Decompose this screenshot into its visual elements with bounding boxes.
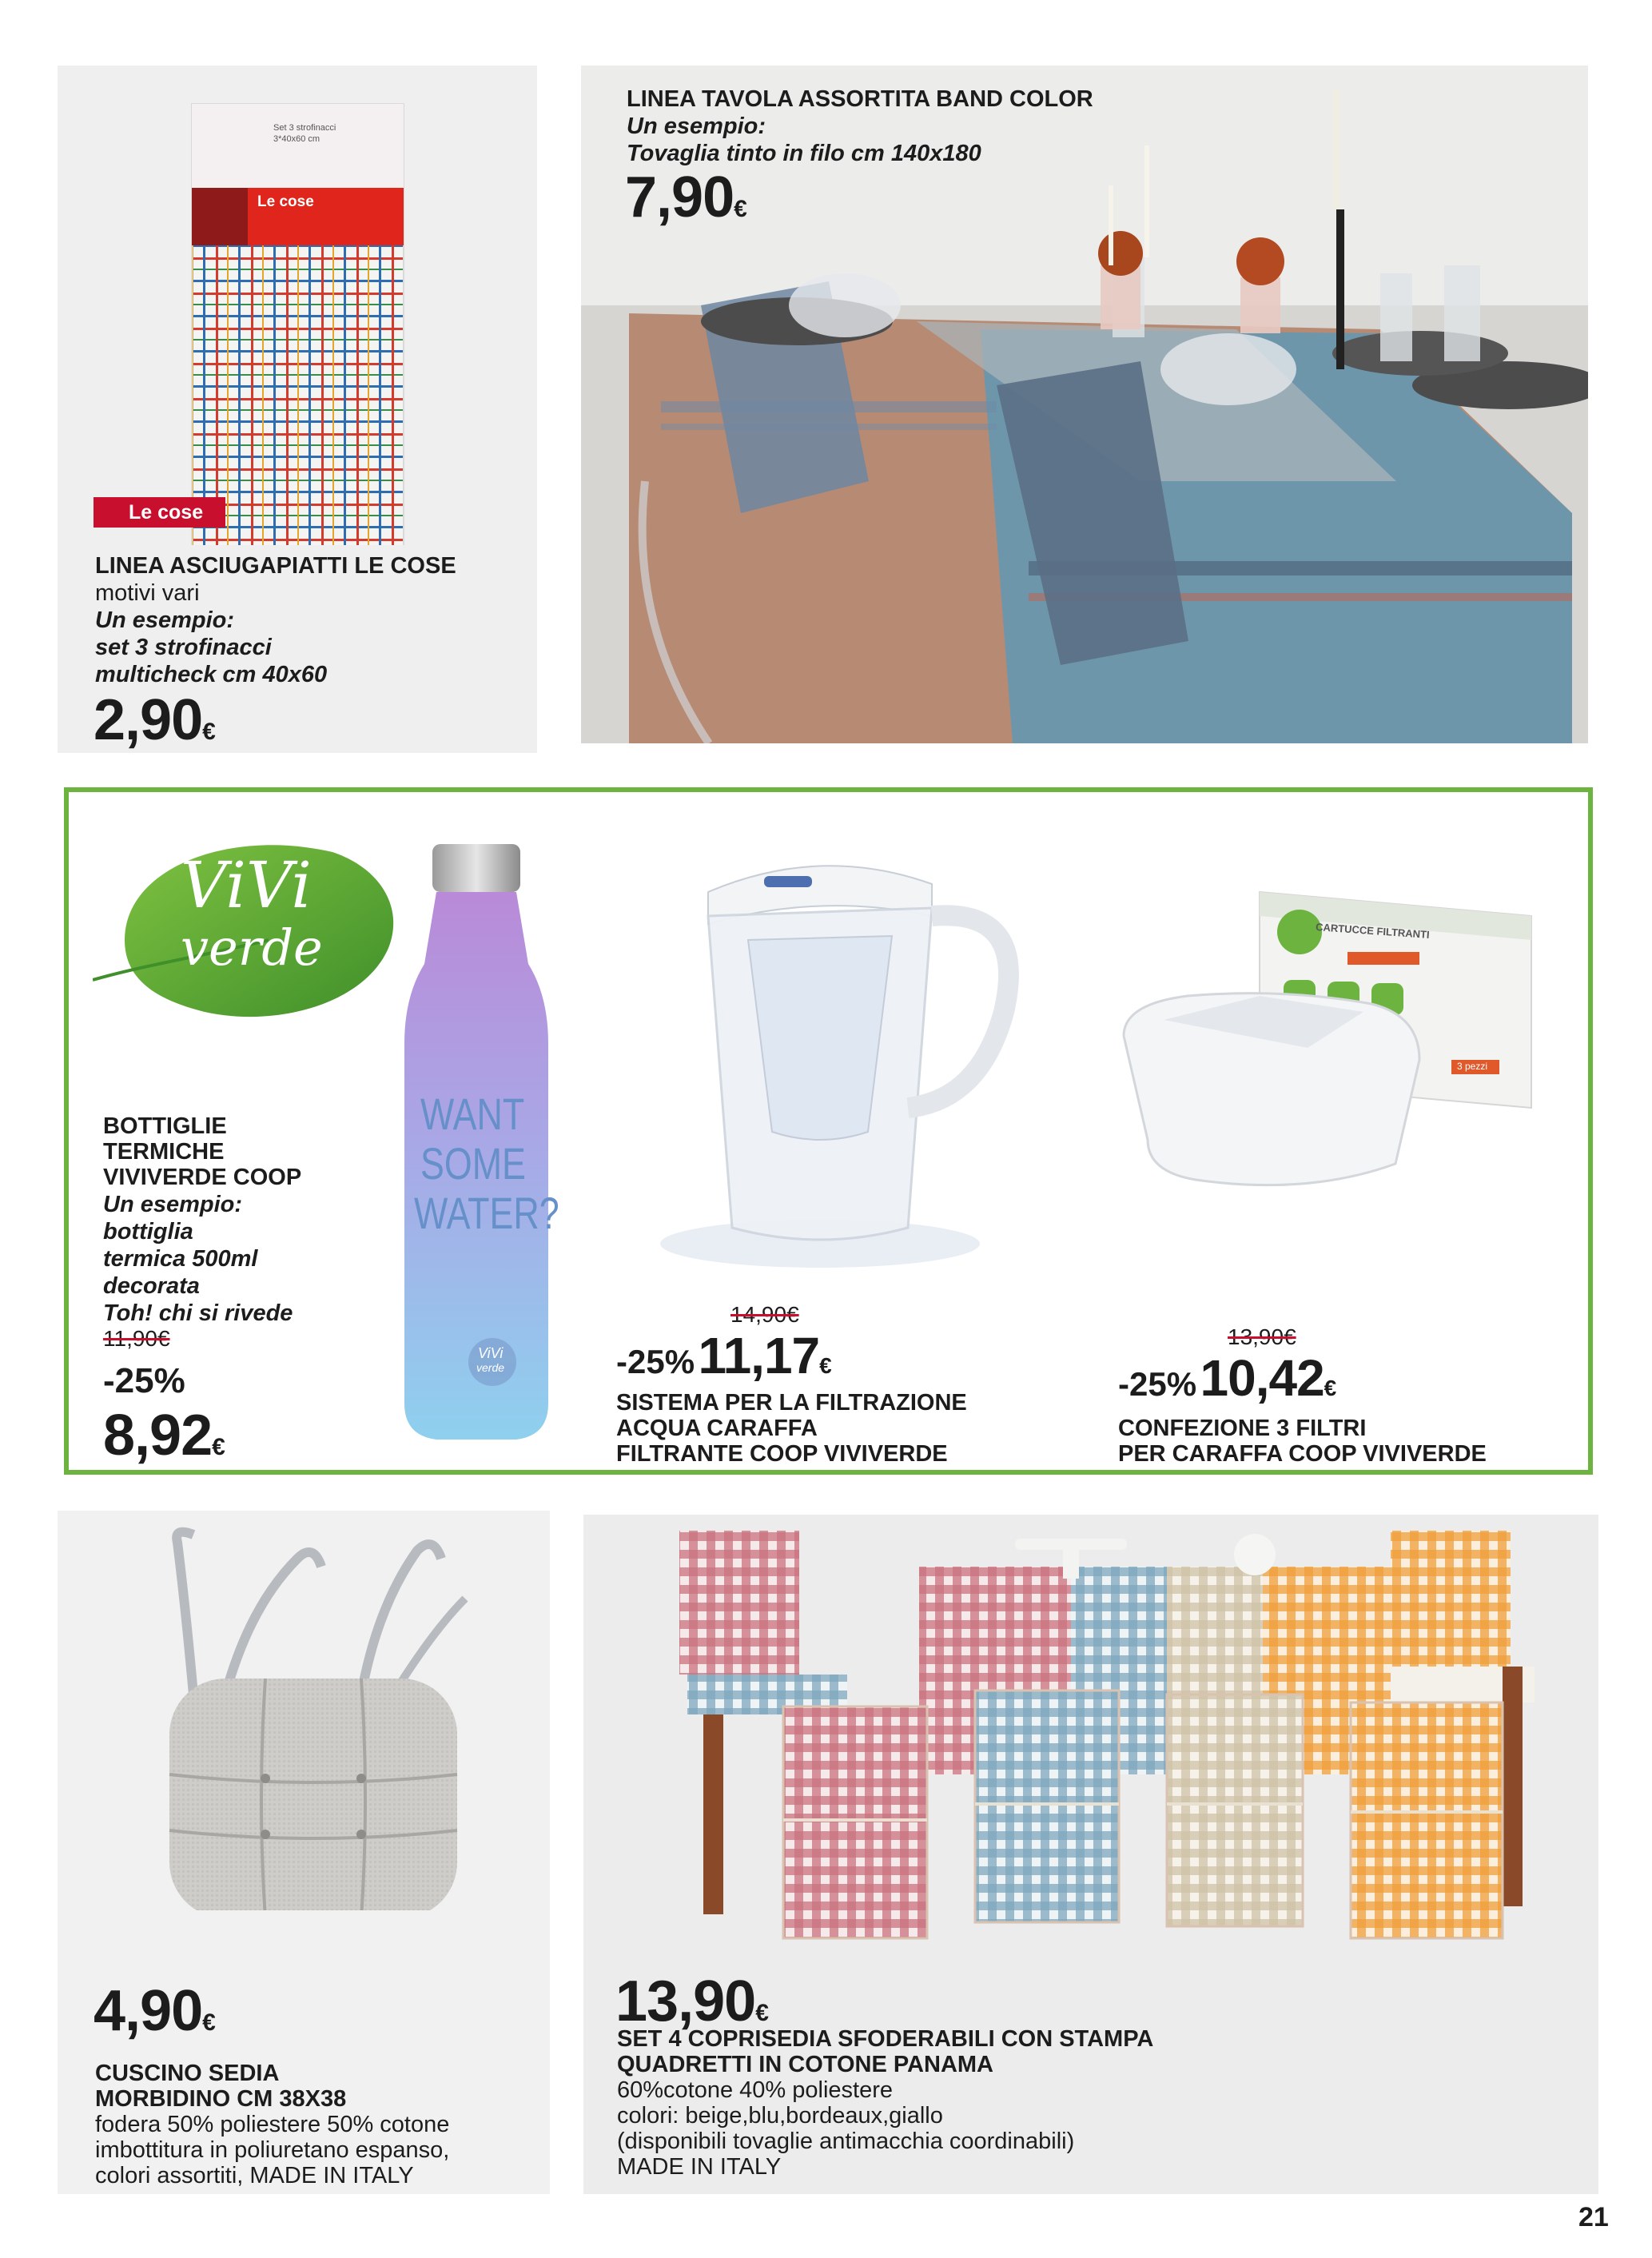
- table-line-currency: €: [734, 196, 747, 222]
- towels-panel: [58, 66, 537, 753]
- filters-desc-line1: CONFEZIONE 3 FILTRI: [1118, 1416, 1367, 1441]
- filters-desc-line2: PER CARAFFA COOP VIVIVERDE: [1118, 1441, 1487, 1467]
- pitcher-desc-line3: FILTRANTE COOP VIVIVERDE: [616, 1441, 948, 1467]
- table-line-example-text: Tovaglia tinto in filo cm 140x180: [627, 141, 981, 166]
- bottle-print-line2: SOME: [420, 1138, 526, 1189]
- cushion-desc-line2: imbottitura in poliuretano espanso,: [95, 2137, 450, 2163]
- towels-price: 2,90: [94, 688, 203, 752]
- towels-example-line2: multicheck cm 40x60: [95, 662, 328, 687]
- viviverde-logo-line2: verde: [181, 918, 323, 977]
- pitcher-image: [628, 828, 1044, 1276]
- towels-pack-label-line2: 3*40x60 cm: [273, 134, 320, 144]
- cushion-desc-line3: colori assortiti, MADE IN ITALY: [95, 2163, 414, 2188]
- cushion-price-group: [94, 1978, 216, 2044]
- bottle-title-line2: TERMICHE: [103, 1139, 225, 1165]
- chair-covers-title-line2: QUADRETTI IN COTONE PANAMA: [617, 2052, 993, 2077]
- chair-covers-desc-line4: MADE IN ITALY: [617, 2154, 782, 2180]
- pitcher-discount: -25%: [616, 1343, 695, 1380]
- cushion-currency: €: [202, 2009, 216, 2036]
- pitcher-old-price: 14,90€: [730, 1302, 799, 1327]
- bottle-title-line1: BOTTIGLIE: [103, 1113, 227, 1139]
- towels-pack-label-line1: Set 3 strofinacci: [273, 123, 336, 133]
- table-line-example-label: Un esempio:: [627, 113, 766, 139]
- filters-old-price: 13,90€: [1228, 1324, 1296, 1349]
- bottle-logo-line2: verde: [476, 1361, 505, 1374]
- filters-discount: -25%: [1118, 1365, 1197, 1403]
- filters-price-group: [1118, 1348, 1336, 1408]
- le-cose-badge-text: Le cose: [129, 501, 204, 524]
- bottle-price: 8,92: [103, 1404, 213, 1468]
- chair-covers-image: [583, 1515, 1598, 2010]
- bottle-print-line1: WANT: [420, 1089, 525, 1139]
- towels-currency: €: [202, 719, 216, 745]
- bottle-example-line4: Toh! chi si rivede: [103, 1300, 293, 1326]
- bottle-discount: -25%: [103, 1361, 185, 1400]
- bottle-print-line3: WATER?: [414, 1188, 559, 1238]
- chair-covers-title-line1: SET 4 COPRISEDIA SFODERABILI CON STAMPA: [617, 2026, 1154, 2052]
- chair-covers-currency: €: [755, 2000, 769, 2026]
- pitcher-price-group: [616, 1326, 832, 1385]
- chair-covers-desc-line2: colori: beige,blu,bordeaux,giallo: [617, 2103, 943, 2129]
- chair-covers-price: 13,90: [615, 1969, 756, 2033]
- cushion-title-line1: CUSCINO SEDIA: [95, 2061, 280, 2086]
- filters-box-title: CARTUCCE FILTRANTI: [1315, 921, 1431, 941]
- bottle-example-line3: decorata: [103, 1273, 200, 1299]
- filters-box-count: 3 pezzi: [1457, 1061, 1488, 1072]
- towels-subtitle: motivi vari: [95, 580, 200, 606]
- bottle-logo-line1: ViVi: [478, 1345, 504, 1361]
- chair-covers-panel: [583, 1515, 1598, 2194]
- cushion-price: 4,90: [94, 1979, 203, 2043]
- towels-example-line1: set 3 strofinacci: [95, 635, 272, 660]
- bottle-title-line3: VIVIVERDE COOP: [103, 1165, 302, 1190]
- chair-covers-desc-line1: 60%cotone 40% poliestere: [617, 2077, 894, 2103]
- towels-example-label: Un esempio:: [95, 607, 235, 633]
- cushion-title-line2: MORBIDINO CM 38X38: [95, 2086, 347, 2112]
- table-line-price: 7,90: [625, 165, 734, 229]
- bottle-example-line2: termica 500ml: [103, 1246, 258, 1272]
- cushion-panel: [58, 1511, 550, 2194]
- pitcher-desc-line2: ACQUA CARAFFA: [616, 1416, 818, 1441]
- table-line-panel: [581, 66, 1588, 743]
- towels-pack-brand: Le cose: [257, 193, 314, 210]
- pitcher-currency: €: [819, 1353, 832, 1378]
- filters-currency: €: [1324, 1376, 1337, 1400]
- chair-covers-desc-line3: (disponibili tovaglie antimacchia coordinabili): [617, 2129, 1075, 2154]
- table-line-price-group: [625, 165, 747, 230]
- bottle-old-price: 11,90€: [103, 1326, 170, 1351]
- viviverde-panel: [64, 787, 1593, 1475]
- bottle-example-label: Un esempio:: [103, 1192, 243, 1217]
- towels-title: LINEA ASCIUGAPIATTI LE COSE: [95, 553, 456, 579]
- table-line-title: LINEA TAVOLA ASSORTITA BAND COLOR: [627, 86, 1093, 112]
- page-number: 21: [1578, 2202, 1609, 2232]
- filters-price: 10,42: [1200, 1349, 1324, 1407]
- chair-covers-price-group: [615, 1969, 769, 2034]
- viviverde-logo-line1: ViVi: [181, 848, 312, 922]
- towels-price-group: [94, 687, 216, 753]
- pitcher-price: 11,17: [698, 1327, 820, 1384]
- bottle-example-line1: bottiglia: [103, 1219, 193, 1244]
- le-cose-badge: [94, 497, 225, 528]
- bottle-price-group: [103, 1403, 225, 1468]
- pitcher-desc-line1: SISTEMA PER LA FILTRAZIONE: [616, 1390, 967, 1416]
- cushion-desc-line1: fodera 50% poliestere 50% cotone: [95, 2112, 450, 2137]
- bottle-currency: €: [212, 1434, 225, 1460]
- cushion-image: [58, 1511, 550, 1910]
